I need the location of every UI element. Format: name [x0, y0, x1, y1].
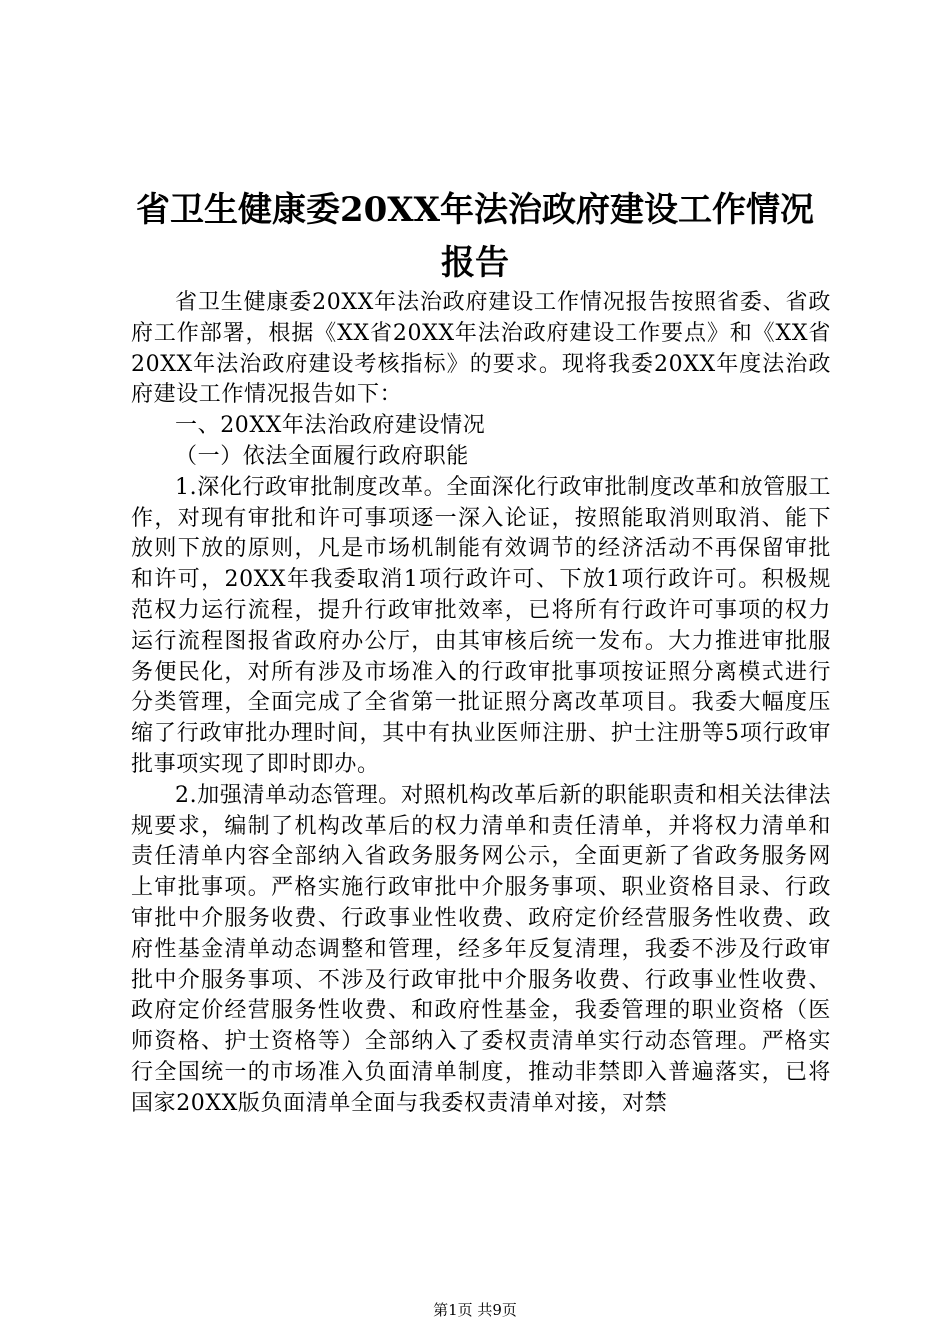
- paragraph-intro: 省卫生健康委20XX年法治政府建设工作情况报告按照省委、省政府工作部署，根据《XX省20XX年法治政府建设工作要点》和《XX省20XX年法治政府建设考核指标》的要求。现将我委20XX年度法治政府建设工作情况报告如下：: [131, 290, 831, 408]
- document-body: [131, 288, 831, 1120]
- paragraph-item-2: 2.加强清单动态管理。对照机构改革后新的职能职责和相关法律法规要求，编制了机构改革后的权力清单和责任清单，并将权力清单和责任清单内容全部纳入省政务服务网公示，全面更新了省政务服务网上审批事项。严格实施行政审批中介服务事项、职业资格目录、行政审批中介服务收费、行政事业性收费、政府定价经营服务性收费、政府性基金清单动态调整和管理，经多年反复清理，我委不涉及行政审批中介服务事项、不涉及行政审批中介服务收费、行政事业性收费、政府定价经营服务性收费、和政府性基金，我委管理的职业资格（医师资格、护士资格等）全部纳入了委权责清单实行动态管理。严格实行全国统一的市场准入负面清单制度，推动非禁即入普遍落实，已将国家20XX版负面清单全面与我委权责清单对接，对禁: [131, 782, 831, 1116]
- subsection-heading-1: （一）依法全面履行政府职能: [175, 443, 469, 469]
- document-title-line-2: 报告: [441, 243, 509, 283]
- section-heading-1: 一、20XX年法治政府建设情况: [175, 413, 486, 439]
- document-title-line-1: 省卫生健康委20XX年法治政府建设工作情况: [135, 190, 815, 230]
- paragraph-item-1: 1.深化行政审批制度改革。全面深化行政审批制度改革和放管服工作，对现有审批和许可事项逐一深入论证，按照能取消则取消、能下放则下放的原则，凡是市场机制能有效调节的经济活动不再保留审批和许可，20XX年我委取消1项行政许可、下放1项行政许可。积极规范权力运行流程，提升行政审批效率，已将所有行政许可事项的权力运行流程图报省政府办公厅，由其审核后统一发布。大力推进审批服务便民化，对所有涉及市场准入的行政审批事项按证照分离模式进行分类管理，全面完成了全省第一批证照分离改革项目。我委大幅度压缩了行政审批办理时间，其中有执业医师注册、护士注册等5项行政审批事项实现了即时即办。: [131, 474, 831, 777]
- page-footer: 第1页 共9页: [433, 1301, 517, 1319]
